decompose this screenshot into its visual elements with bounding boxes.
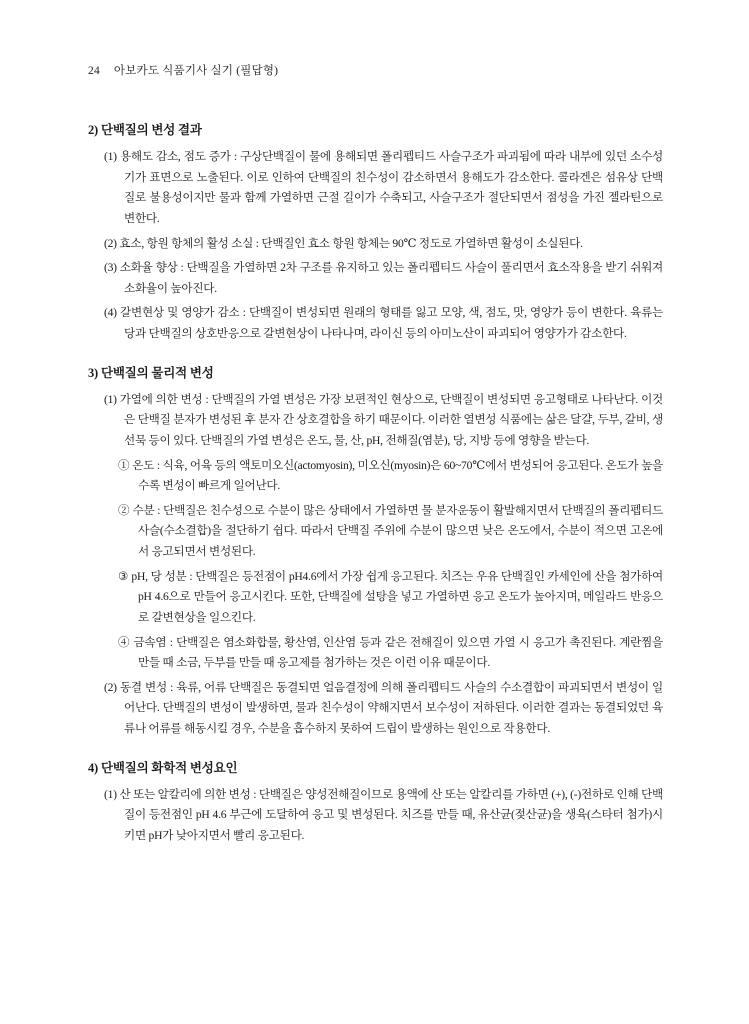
section-3-item-1: (1) 가열에 의한 변성 : 단백질의 가열 변성은 가장 보편적인 현상으로, 단백질이 변성되면 응고형태로 나타난다. 이것은 단백질 분자가 변성된 후 분자 간 상호결합을 하기 때문이다. 이러한 열변성 식품에는 삶은 달걀, 두부, 갈비, 생선묵 등이 있다. 단백질의 가열 변성은 온도, 물, 산, pH, 전해질(염분), 당, 지방 등에 영향을 받는다. — [104, 392, 663, 447]
section-4-item-1: (1) 산 또는 알칼리에 의한 변성 : 단백질은 양성전해질이므로 용액에 산 또는 알칼리를 가하면 (+), (-)전하로 인해 단백질이 등전점인 pH 4.6 부근에 도달하여 응고 및 변성된다. 치즈를 만들 때, 유산균(젖산균)을 생육(스타터 첨가)시키면 pH가 낮아지면서 빨리 응고된다. — [104, 787, 663, 842]
section-3-subitem-1: ① 온도 : 식육, 어육 등의 액토미오신(actomyosin), 미오신(myosin)은 60~70℃에서 변성되어 응고된다. 온도가 높을수록 변성이 빠르게 일어난다. — [118, 458, 663, 493]
running-head-title: 아보카도 식품기사 실기 (필답형) — [113, 65, 279, 77]
section-3-item-2: (2) 동결 변성 : 육류, 어류 단백질은 동결되면 얼음결정에 의해 폴리펩티드 사슬의 수소결합이 파괴되면서 변성이 일어난다. 단백질의 변성이 발생하면, 물과 친수성이 약해지면서 보수성이 저하된다. 이러한 결과는 동결되었던 육류나 어류를 해동시킬 경우, 수분을 흡수하지 못하여 드립이 발생하는 원인으로 작용한다. — [104, 680, 663, 735]
section-4 — [88, 758, 663, 847]
section-2-item-2: (2) 효소, 항원 항체의 활성 소실 : 단백질인 효소 항원 항체는 90℃ 정도로 가열하면 활성이 소실된다. — [104, 236, 583, 250]
section-2 — [88, 120, 663, 345]
section-3-subitem-3: ③ pH, 당 성분 : 단백질은 등전점이 pH4.6에서 가장 쉽게 응고된다. 치즈는 우유 단백질인 카세인에 산을 첨가하여 pH 4.6으로 만들어 응고시킨다. 또한, 단백질에 설탕을 넣고 가열하면 응고 온도가 높아지며, 메일라드 반응으로 갈변현상을 일으킨다. — [118, 569, 663, 624]
section-2-heading: 2) 단백질의 변성 결과 — [88, 123, 202, 137]
section-3-heading: 3) 단백질의 물리적 변성 — [88, 365, 214, 380]
page-content — [88, 62, 663, 851]
page-number: 24 — [88, 65, 100, 77]
section-3 — [88, 363, 663, 740]
section-3-subitem-2: ② 수분 : 단백질은 친수성으로 수분이 많은 상태에서 가열하면 물 분자운동이 활발해지면서 단백질의 폴리펩티드 사슬(수소결합)을 절단하기 쉽다. 따라서 단백질 주위에 수분이 많으면 낮은 온도에서, 수분이 적으면 고온에서 응고되면서 변성된다. — [118, 503, 663, 558]
section-2-item-4: (4) 갈변현상 및 영양가 감소 : 단백질이 변성되면 원래의 형태를 잃고 모양, 색, 점도, 맛, 영양가 등이 변한다. 육류는 당과 단백질의 상호반응으로 갈변현상이 나타나며, 라이신 등의 아미노산이 파괴되어 영양가가 감소한다. — [104, 306, 663, 340]
section-2-item-3: (3) 소화율 향상 : 단백질을 가열하면 2차 구조를 유지하고 있는 폴리펩티드 사슬이 풀리면서 효소작용을 받기 쉬워져 소화율이 높아진다. — [104, 261, 663, 295]
running-header — [88, 62, 663, 78]
section-2-item-1: (1) 용해도 감소, 점도 증가 : 구상단백질이 물에 용해되면 폴리펩티드 사슬구조가 파괴됨에 따라 내부에 있던 소수성기가 표면으로 노출된다. 이로 인하여 단백질의 친수성이 감소하면서 용해도가 감소한다. 콜라겐은 섬유상 단백질로 불용성이지만 물과 함께 가열하면 근절 길이가 수축되고, 사슬구조가 절단되면서 점성을 가진 젤라틴으로 변한다. — [104, 150, 663, 225]
section-3-subitem-4: ④ 금속염 : 단백질은 염소화합물, 황산염, 인산염 등과 같은 전해질이 있으면 가열 시 응고가 촉진된다. 계란찜을 만들 때 소금, 두부를 만들 때 응고제를 첨가하는 것은 이런 이유 때문이다. — [118, 635, 663, 670]
section-4-heading: 4) 단백질의 화학적 변성요인 — [88, 760, 238, 775]
